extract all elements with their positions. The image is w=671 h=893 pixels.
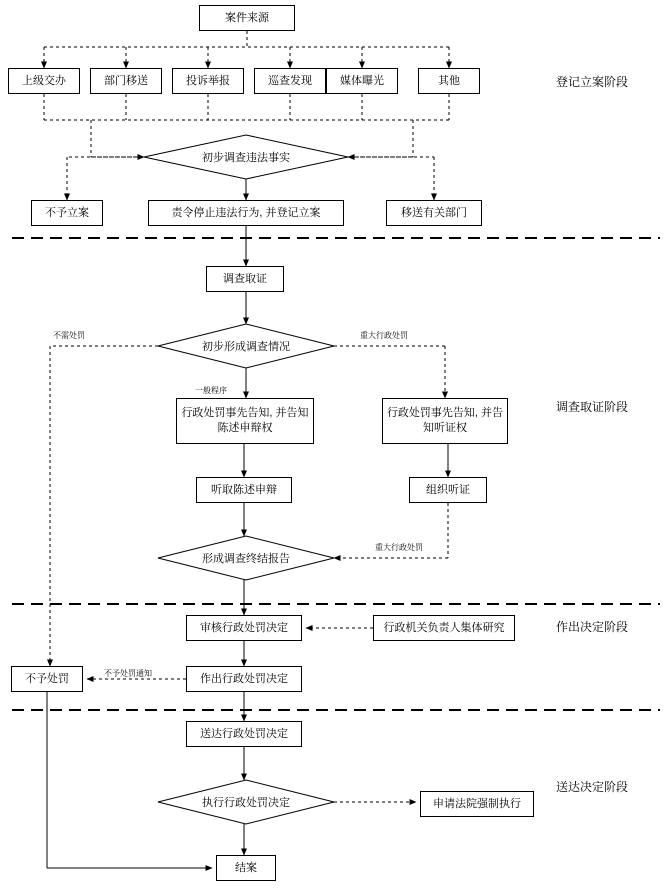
node-transfer-to-department[interactable]: 移送有关部门 xyxy=(386,200,482,226)
edge-label-general-procedure: 一般程序 xyxy=(195,386,227,395)
node-complaint-report[interactable]: 投诉举报 xyxy=(172,68,244,94)
node-department-transfer[interactable]: 部门移送 xyxy=(90,68,162,94)
node-stop-illegal-and-file[interactable]: 责令停止违法行为, 并登记立案 xyxy=(148,200,344,226)
node-other-source[interactable]: 其他 xyxy=(418,68,480,94)
stage-label-delivery: 送达决定阶段 xyxy=(556,780,629,794)
node-make-penalty-decision[interactable]: 作出行政处罚决定 xyxy=(186,666,302,692)
stage-label-decision: 作出决定阶段 xyxy=(556,620,629,634)
node-apply-court-enforcement[interactable]: 申请法院强制执行 xyxy=(420,791,534,817)
node-no-penalty[interactable]: 不予处罚 xyxy=(11,666,83,692)
node-media-exposure[interactable]: 媒体曝光 xyxy=(326,68,398,94)
decision-final-report[interactable]: 形成调查终结报告 xyxy=(202,553,290,565)
stage-label-registration: 登记立案阶段 xyxy=(556,75,629,89)
stage-label-investigation: 调查取证阶段 xyxy=(556,400,629,414)
decision-execute-penalty-decision[interactable]: 执行行政处罚决定 xyxy=(202,797,290,809)
decision-preliminary-investigation[interactable]: 初步调查违法事实 xyxy=(202,152,290,164)
node-close-case[interactable]: 结案 xyxy=(216,855,276,881)
edge-label-no-penalty-notice: 不予处罚通知 xyxy=(104,669,152,678)
node-hear-statement[interactable]: 听取陈述申辩 xyxy=(196,477,292,503)
node-deliver-penalty-decision[interactable]: 送达行政处罚决定 xyxy=(186,721,302,747)
edge-label-major-penalty-2: 重大行政处罚 xyxy=(375,543,423,552)
decision-preliminary-result[interactable]: 初步形成调查情况 xyxy=(202,341,290,353)
node-no-case-filing[interactable]: 不予立案 xyxy=(31,200,103,226)
node-review-penalty-decision[interactable]: 审核行政处罚决定 xyxy=(186,615,302,641)
node-case-source[interactable]: 案件来源 xyxy=(199,5,295,31)
edge-label-no-penalty-needed: 不需处罚 xyxy=(53,331,85,340)
edge-label-major-penalty-1: 重大行政处罚 xyxy=(360,331,408,340)
node-general-procedure-notice[interactable]: 行政处罚事先告知, 并告知陈述申辩权 xyxy=(176,398,314,444)
node-major-penalty-notice[interactable]: 行政处罚事先告知, 并告知听证权 xyxy=(382,398,508,444)
node-collective-study[interactable]: 行政机关负责人集体研究 xyxy=(373,615,515,641)
node-superior-transfer[interactable]: 上级交办 xyxy=(8,68,80,94)
node-inspection-found[interactable]: 巡查发现 xyxy=(254,68,326,94)
node-investigate-evidence[interactable]: 调查取证 xyxy=(206,266,284,292)
node-organize-hearing[interactable]: 组织听证 xyxy=(409,477,487,503)
